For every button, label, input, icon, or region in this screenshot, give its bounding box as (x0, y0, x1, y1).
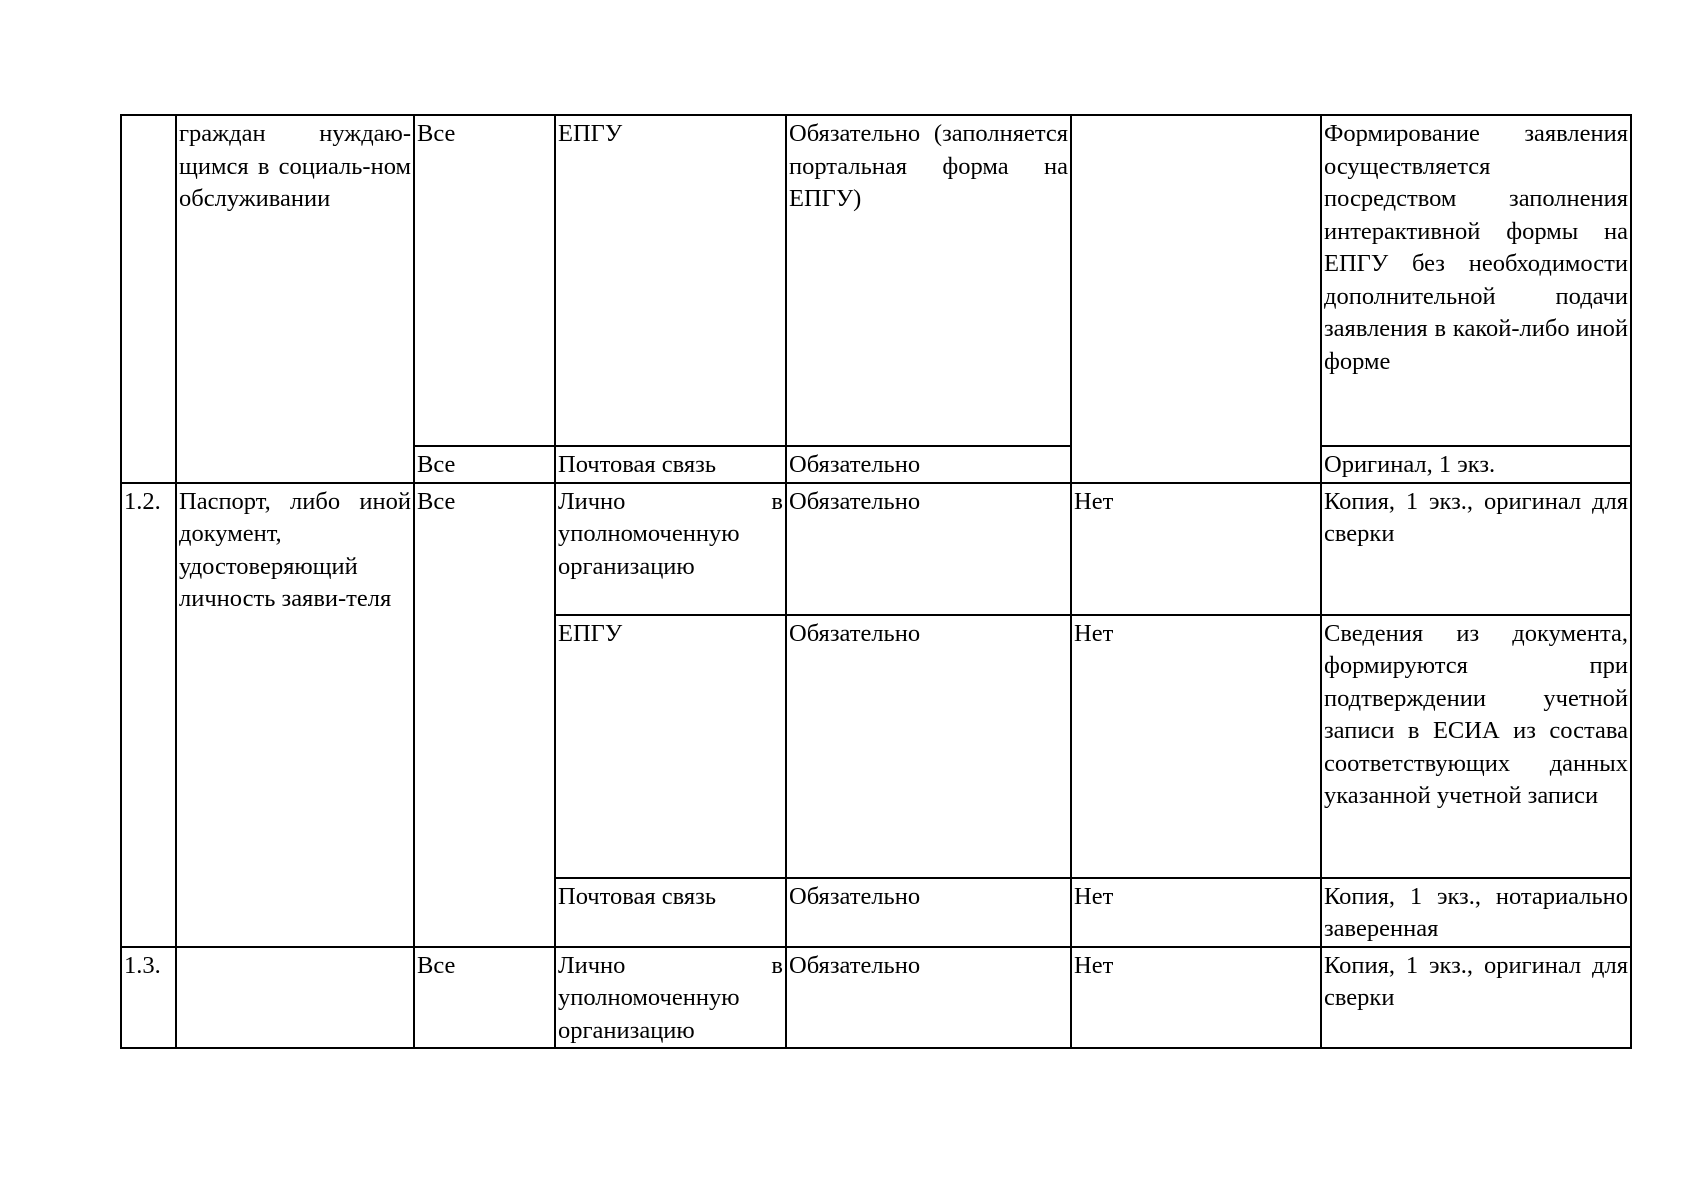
row-number-cell (121, 115, 176, 483)
row-number-cell: 1.3. (121, 947, 176, 1049)
document-name-cell (176, 947, 414, 1049)
channel-cell: Почтовая связь (555, 878, 786, 947)
note-cell: Нет (1071, 878, 1321, 947)
note-cell (1071, 115, 1321, 483)
form-cell: Копия, 1 экз., нотариально заверенная (1321, 878, 1631, 947)
required-cell: Обязательно (786, 483, 1071, 615)
required-cell: Обязательно (786, 615, 1071, 878)
category-cell: Все (414, 446, 555, 483)
channel-cell: Лично в уполномоченную организацию (555, 947, 786, 1049)
requirements-table (120, 114, 1632, 1049)
note-cell: Нет (1071, 615, 1321, 878)
document-name-cell: граждан нуждаю-щимся в социаль-ном обслуживании (176, 115, 414, 483)
table-row (121, 483, 1631, 615)
table-row (121, 115, 1631, 446)
required-cell: Обязательно (786, 947, 1071, 1049)
category-cell: Все (414, 483, 555, 947)
channel-cell: Лично в уполномоченную организацию (555, 483, 786, 615)
form-cell: Копия, 1 экз., оригинал для сверки (1321, 947, 1631, 1049)
required-cell: Обязательно (786, 878, 1071, 947)
form-cell: Формирование заявления осуществляется посредством заполнения интерактивной формы на ЕПГУ без необходимости дополнительной подачи заявления в какой-либо иной форме (1321, 115, 1631, 446)
category-cell: Все (414, 115, 555, 446)
form-cell: Сведения из документа, формируются при подтверждении учетной записи в ЕСИА из состава соответствующих данных указанной учетной записи (1321, 615, 1631, 878)
channel-cell: Почтовая связь (555, 446, 786, 483)
channel-cell: ЕПГУ (555, 615, 786, 878)
required-cell: Обязательно (786, 446, 1071, 483)
channel-cell: ЕПГУ (555, 115, 786, 446)
table-row (121, 947, 1631, 1049)
note-cell: Нет (1071, 483, 1321, 615)
note-cell: Нет (1071, 947, 1321, 1049)
document-name-cell: Паспорт, либо иной документ, удостоверяющий личность заяви-теля (176, 483, 414, 947)
form-cell: Копия, 1 экз., оригинал для сверки (1321, 483, 1631, 615)
row-number-cell: 1.2. (121, 483, 176, 947)
form-cell: Оригинал, 1 экз. (1321, 446, 1631, 483)
category-cell: Все (414, 947, 555, 1049)
required-cell: Обязательно (заполняется портальная форма на ЕПГУ) (786, 115, 1071, 446)
